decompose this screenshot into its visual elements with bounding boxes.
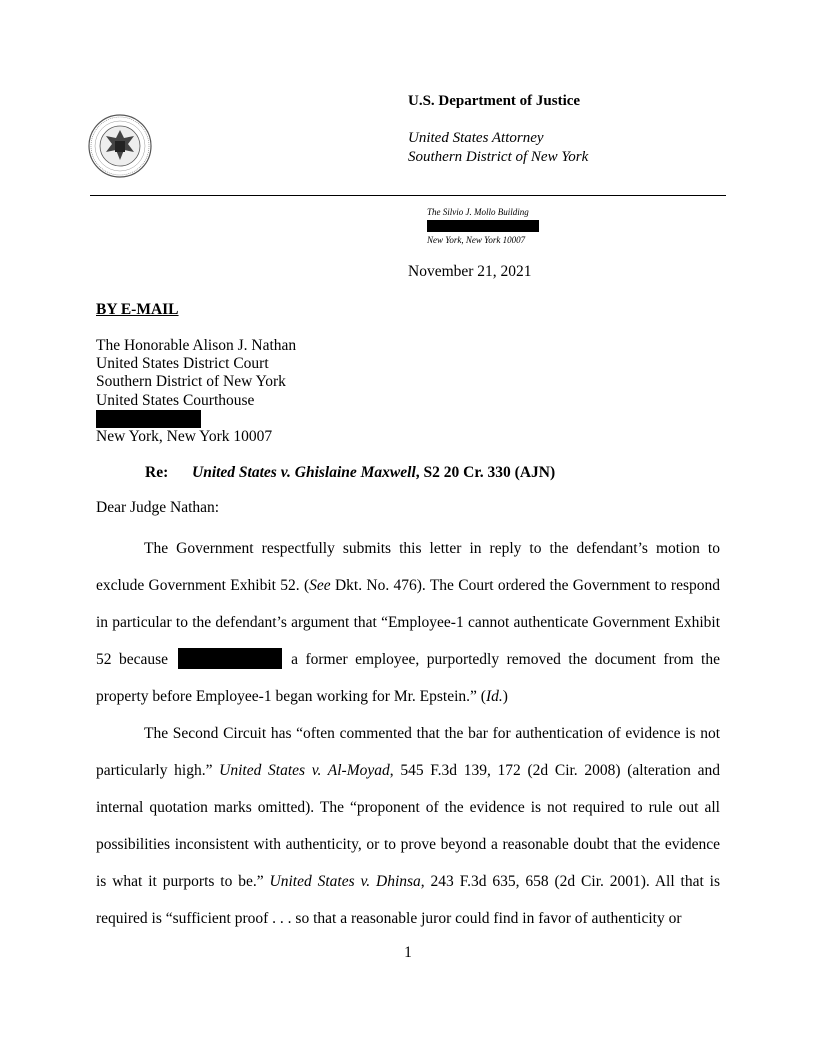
signal-italic: Id. bbox=[485, 688, 503, 705]
case-citation: United States v. Dhinsa bbox=[269, 873, 421, 890]
paragraph-text: , 545 F.3d 139, 172 (2d Cir. 2008) (alteration and internal quotation marks omitted). The “proponent of the evidence is not required to rule out all possibilities inconsistent with authenticity, or to prove beyond a reasonable doubt that the evidence is what it purports to be.” bbox=[96, 762, 721, 890]
paragraph-text: Dkt. No. 476). The Court ordered the Government to respond in particular to the defendant’s argument that “Employee-1 cannot authenticate Government Exhibit 52 because bbox=[96, 577, 720, 668]
redaction-bar bbox=[427, 220, 539, 232]
re-line bbox=[145, 463, 555, 482]
paragraph-text: a former employee, purportedly removed the document from the property before Employee-1 began working for Mr. Epstein.” ( bbox=[96, 651, 720, 705]
header-divider bbox=[90, 195, 726, 196]
re-label: Re: bbox=[145, 464, 169, 481]
salutation: Dear Judge Nathan: bbox=[96, 499, 220, 516]
building-name: The Silvio J. Mollo Building bbox=[427, 207, 529, 217]
recipient-line-4: United States Courthouse bbox=[96, 391, 255, 409]
redaction-bar bbox=[96, 410, 201, 428]
case-number: , S2 20 Cr. 330 (AJN) bbox=[415, 464, 556, 481]
recipient-line-6: New York, New York 10007 bbox=[96, 427, 273, 445]
doj-seal-icon bbox=[88, 114, 152, 178]
signal-italic: See bbox=[309, 577, 331, 594]
redaction-bar bbox=[178, 648, 282, 669]
building-city: New York, New York 10007 bbox=[427, 235, 526, 245]
case-citation: United States v. Al-Moyad bbox=[219, 762, 390, 779]
office-line-2: Southern District of New York bbox=[408, 149, 589, 165]
paragraph-text: The Second Circuit has “often commented that the bar for authentication of evidence is not particularly high.” bbox=[96, 725, 720, 779]
paragraph-2 bbox=[96, 715, 720, 937]
letter-date: November 21, 2021 bbox=[408, 263, 532, 280]
office-address bbox=[427, 206, 539, 247]
recipient-address bbox=[96, 337, 296, 446]
paragraph-text: ) bbox=[502, 688, 508, 705]
department-name: U.S. Department of Justice bbox=[408, 93, 581, 109]
case-name: United States v. Ghislaine Maxwell bbox=[192, 464, 416, 481]
delivery-method: BY E-MAIL bbox=[96, 301, 179, 318]
office-name bbox=[408, 129, 588, 167]
recipient-line-2: United States District Court bbox=[96, 355, 269, 373]
paragraph-text: , 243 F.3d 635, 658 (2d Cir. 2001). All that is required is “sufficient proof . . . so that a reasonable juror could find in favor of authenticity or bbox=[96, 873, 720, 927]
letter-body bbox=[96, 530, 720, 937]
page-number: 1 bbox=[404, 944, 412, 961]
paragraph-1 bbox=[96, 530, 720, 715]
recipient-line-3: Southern District of New York bbox=[96, 373, 286, 391]
paragraph-text: The Government respectfully submits this letter in reply to the defendant’s motion to exclude Government Exhibit 52. ( bbox=[96, 540, 720, 594]
office-line-1: United States Attorney bbox=[408, 130, 544, 146]
recipient-line-1: The Honorable Alison J. Nathan bbox=[96, 337, 297, 354]
